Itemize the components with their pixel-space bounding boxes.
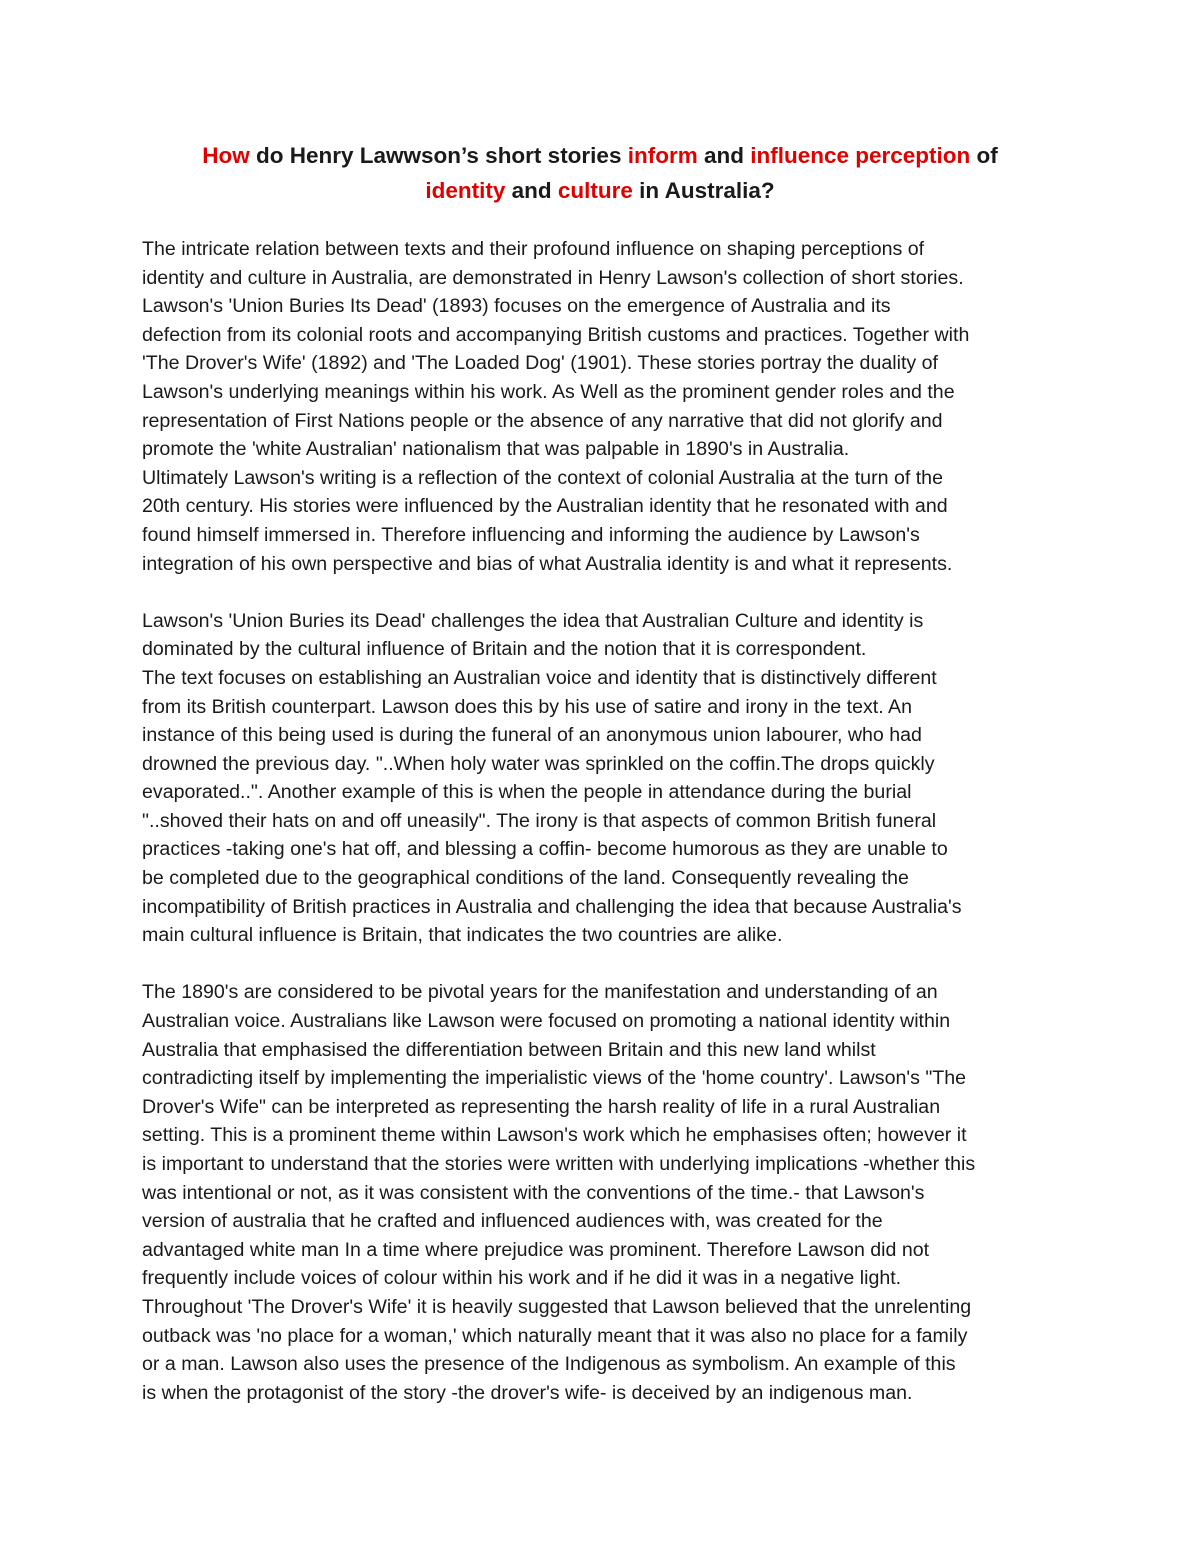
paragraph-line: found himself immersed in. Therefore influencing and informing the audience by Lawson's <box>142 523 920 546</box>
paragraph-line: be completed due to the geographical conditions of the land. Consequently revealing the <box>142 867 909 890</box>
paragraph-line: Lawson's 'Union Buries Its Dead' (1893) focuses on the emergence of Australia and its <box>142 295 891 318</box>
paragraph-line: Australia that emphasised the differentiation between Britain and this new land whilst <box>142 1038 876 1061</box>
paragraph-line: advantaged white man In a time where prejudice was prominent. Therefore Lawson did not <box>142 1238 930 1261</box>
paragraph-gap <box>142 950 1072 979</box>
paragraph-line: Drover's Wife" can be interpreted as representing the harsh reality of life in a rural Australian <box>142 1095 941 1118</box>
paragraph-line: main cultural influence is Britain, that indicates the two countries are alike. <box>142 924 783 947</box>
paragraph-line: Throughout 'The Drover's Wife' it is heavily suggested that Lawson believed that the unrelenting <box>142 1295 972 1318</box>
paragraph-line: The text focuses on establishing an Australian voice and identity that is distinctively different <box>142 666 937 689</box>
paragraph-line: frequently include voices of colour within his work and if he did it was in a negative light. <box>142 1267 902 1290</box>
paragraph-line: setting. This is a prominent theme within Lawson's work which he emphasises often; however it <box>142 1124 967 1147</box>
paragraph-line: outback was 'no place for a woman,' which naturally meant that it was also no place for a family <box>142 1324 968 1347</box>
paragraph-line: instance of this being used is during the funeral of an anonymous union labourer, who had <box>142 724 922 747</box>
paragraph-line: version of australia that he crafted and influenced audiences with, was created for the <box>142 1210 883 1233</box>
paragraph-line: Australian voice. Australians like Lawson were focused on promoting a national identity within <box>142 1010 951 1033</box>
paragraph-line: or a man. Lawson also uses the presence of the Indigenous as symbolism. An example of this <box>142 1353 956 1376</box>
paragraph-line: incompatibility of British practices in Australia and challenging the idea that because Australia's <box>142 895 962 918</box>
title-text: and <box>697 143 751 168</box>
paragraph-line: "..shoved their hats on and off uneasily". The irony is that aspects of common British funeral <box>142 809 937 832</box>
paragraph-line: evaporated..". Another example of this is when the people in attendance during the burial <box>142 781 912 804</box>
title-text: and <box>505 178 558 203</box>
paragraph-line: Lawson's 'Union Buries its Dead' challenges the idea that Australian Culture and identity is <box>142 609 924 632</box>
paragraph-line: defection from its colonial roots and accompanying British customs and practices. Together with <box>142 323 970 346</box>
title-text: in Australia? <box>632 178 775 203</box>
paragraph-line: practices -taking one's hat off, and blessing a coffin- become humorous as they are unable to <box>142 838 948 861</box>
paragraph <box>142 978 1072 1407</box>
title-highlight-word: culture <box>557 178 633 203</box>
paragraph-line: promote the 'white Australian' nationalism that was palpable in 1890's in Australia. <box>142 438 850 461</box>
paragraph-line: Lawson's underlying meanings within his work. As Well as the prominent gender roles and the <box>142 380 955 403</box>
paragraph-line: is when the protagonist of the story -the drover's wife- is deceived by an indigenous man. <box>142 1381 913 1404</box>
paragraph-gap <box>142 578 1072 607</box>
paragraph-line: 'The Drover's Wife' (1892) and 'The Loaded Dog' (1901). These stories portray the duality of <box>142 352 938 375</box>
document-body <box>142 235 1072 1407</box>
title-highlight-word: identity <box>425 178 506 203</box>
paragraph-line: is important to understand that the stories were written with underlying implications -whether this <box>142 1153 976 1175</box>
paragraph-line: 20th century. His stories were influenced by the Australian identity that he resonated with and <box>142 495 948 518</box>
title-highlight-word: influence perception <box>750 143 971 168</box>
document-title <box>120 138 1080 208</box>
title-text: of <box>970 143 998 168</box>
paragraph-line: The 1890's are considered to be pivotal years for the manifestation and understanding of an <box>142 981 938 1004</box>
paragraph <box>142 607 1072 950</box>
paragraph-line: contradicting itself by implementing the imperialistic views of the 'home country'. Lawson's "The <box>142 1067 967 1090</box>
paragraph-line: identity and culture in Australia, are demonstrated in Henry Lawson's collection of short stories. <box>142 266 964 289</box>
paragraph-line: drowned the previous day. "..When holy water was sprinkled on the coffin.The drops quickly <box>142 752 935 775</box>
paragraph-line: Ultimately Lawson's writing is a reflection of the context of colonial Australia at the turn of the <box>142 466 943 489</box>
title-text: do Henry Lawwson’s short stories <box>249 143 628 168</box>
paragraph <box>142 235 1072 578</box>
paragraph-line: dominated by the cultural influence of Britain and the notion that it is correspondent. <box>142 638 867 661</box>
paragraph-line: was intentional or not, as it was consistent with the conventions of the time.- that Lawson's <box>142 1181 925 1204</box>
title-highlight-word: How <box>202 143 250 168</box>
paragraph-line: integration of his own perspective and bias of what Australia identity is and what it represents. <box>142 552 953 575</box>
paragraph-line: from its British counterpart. Lawson does this by his use of satire and irony in the text. An <box>142 695 912 718</box>
paragraph-line: representation of First Nations people or the absence of any narrative that did not glorify and <box>142 409 943 432</box>
paragraph-line: The intricate relation between texts and their profound influence on shaping perceptions of <box>142 238 925 260</box>
title-highlight-word: inform <box>627 143 698 168</box>
